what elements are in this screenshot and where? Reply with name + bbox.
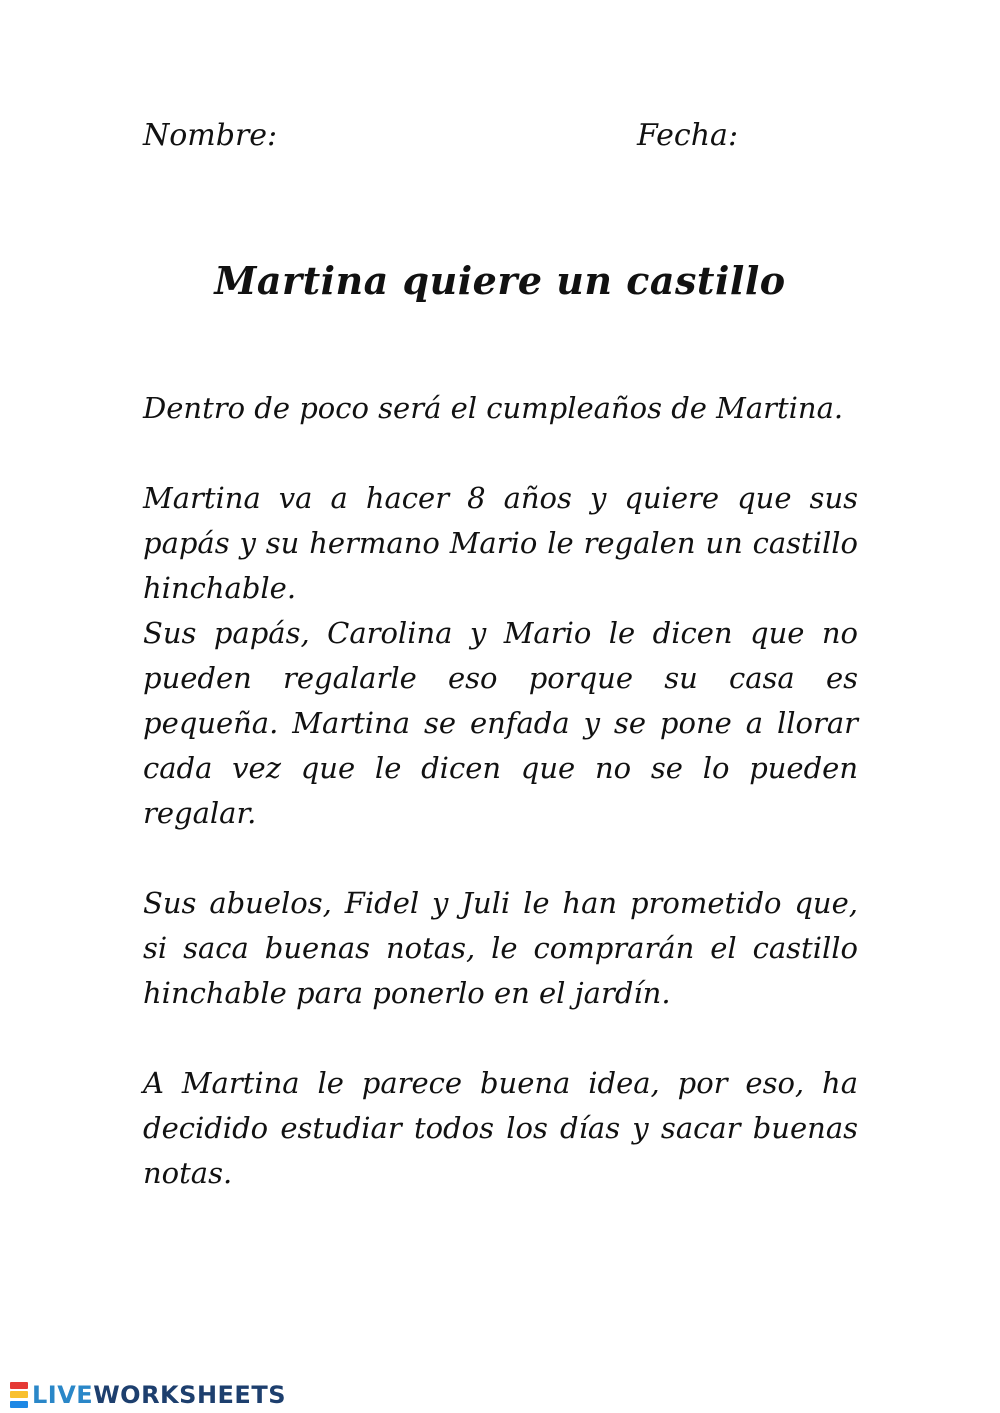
story-paragraph-1: Dentro de poco será el cumpleaños de Martina.: [143, 391, 844, 425]
story-paragraph-4: Sus abuelos, Fidel y Juli le han prometido que, si saca buenas notas, le comprarán el castillo hinchable para ponerlo en el jardín.: [143, 886, 858, 1010]
logo-stripe-blue: [10, 1401, 28, 1408]
header-row: [143, 118, 863, 162]
story-paragraph-2: Martina va a hacer 8 años y quiere que sus papás y su hermano Mario le regalen un castillo hinchable.: [143, 481, 858, 605]
brand-name: [32, 1381, 286, 1409]
brand-suffix: WORKSHEETS: [93, 1381, 286, 1409]
logo-stripe-red: [10, 1382, 28, 1389]
story-text: [143, 386, 858, 1196]
liveworksheets-logo-icon: [10, 1382, 28, 1408]
brand-prefix: LIVE: [32, 1381, 94, 1409]
story-paragraph-5: A Martina le parece buena idea, por eso, ha decidido estudiar todos los días y sacar buenas notas.: [143, 1066, 858, 1190]
date-label: Fecha:: [637, 118, 739, 153]
worksheet-title: Martina quiere un castillo: [214, 258, 786, 303]
name-label: Nombre:: [143, 118, 278, 153]
liveworksheets-footer[interactable]: [10, 1378, 286, 1412]
logo-stripe-yellow: [10, 1391, 28, 1398]
story-paragraph-3: Sus papás, Carolina y Mario le dicen que no pueden regalarle eso porque su casa es pequeña. Martina se enfada y se pone a llorar cada vez que le dicen que no se lo pueden regalar.: [143, 616, 858, 830]
